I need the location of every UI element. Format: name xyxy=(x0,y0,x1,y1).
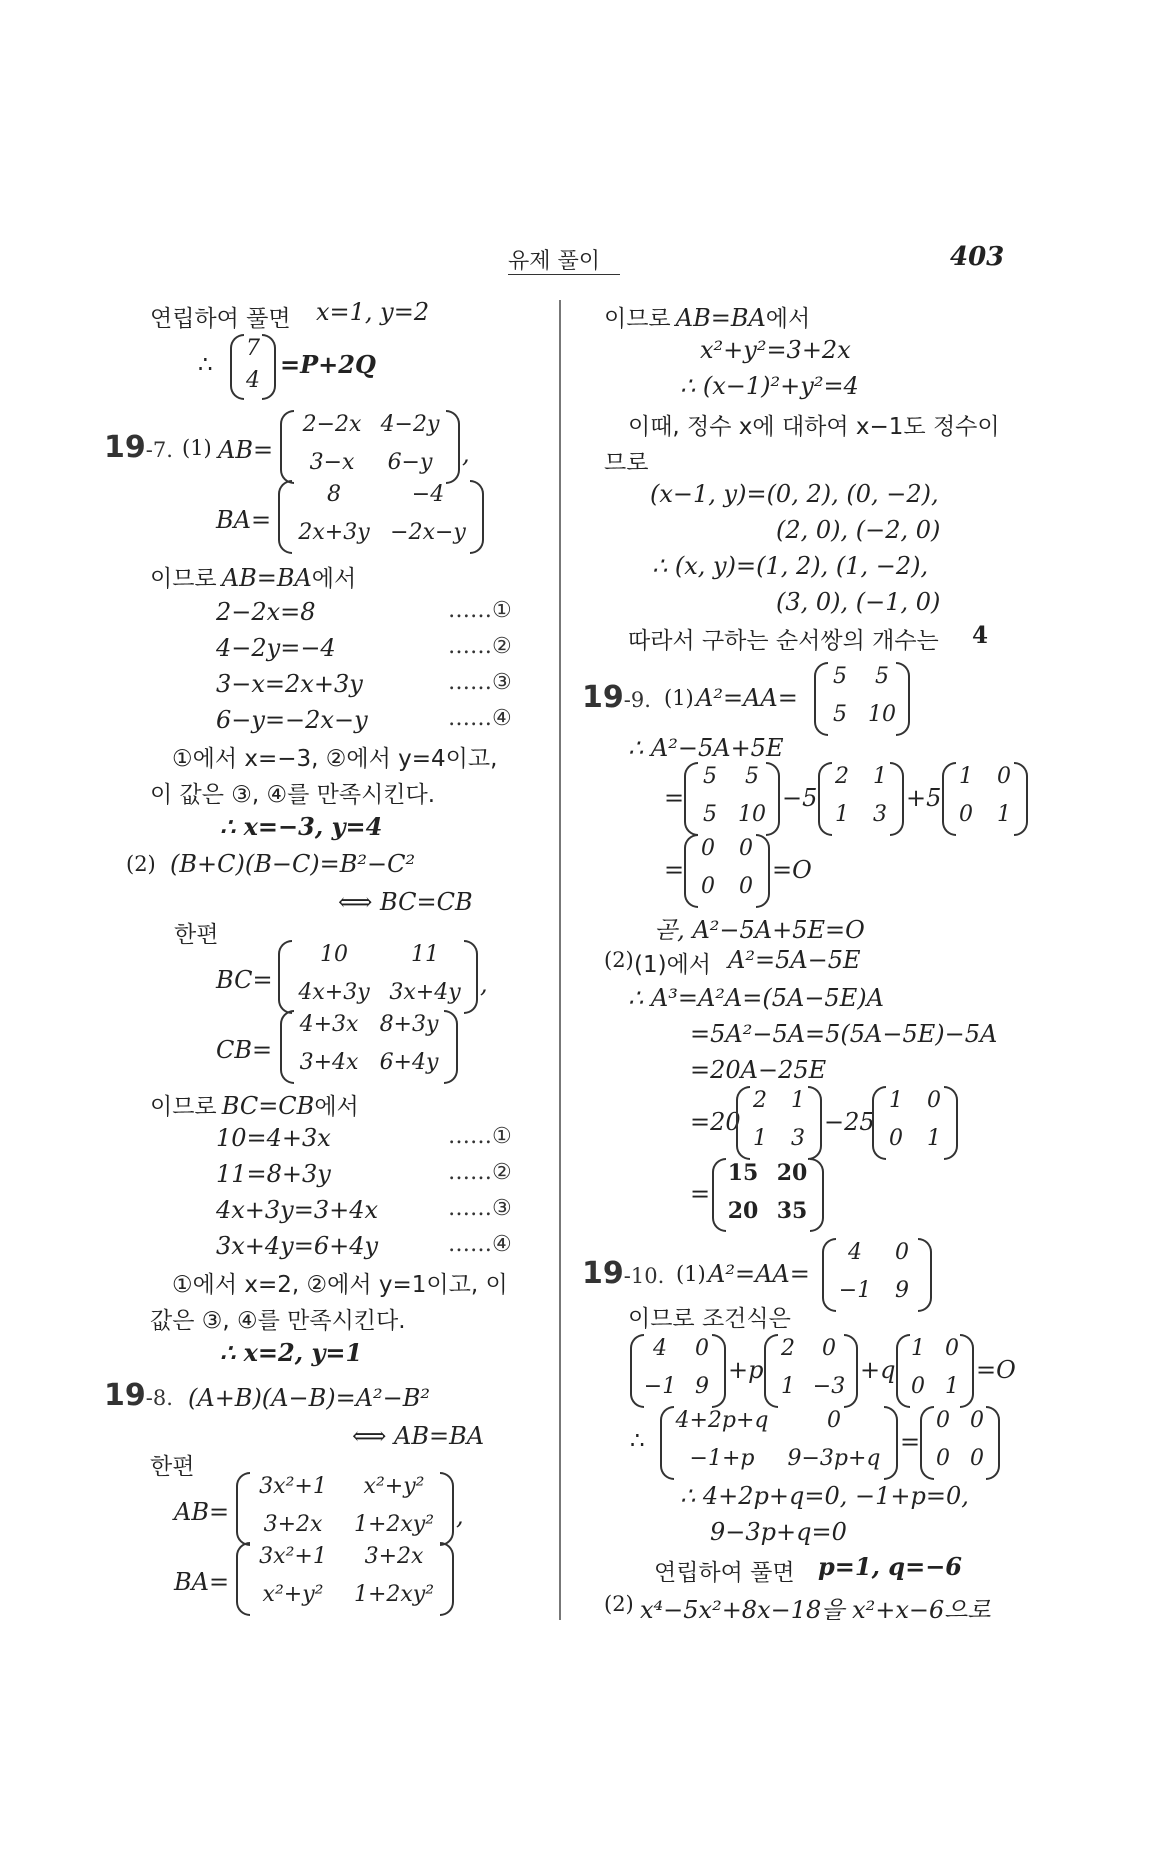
p9-matrix-a2: 5 5 5 10 xyxy=(814,662,910,736)
p10-system-2: 9−3p+q=0 xyxy=(710,1518,847,1546)
answer-1: ∴ x=−3, y=4 xyxy=(220,812,383,841)
eq2-4: 3x+4y=6+4y xyxy=(216,1232,379,1260)
eq2-2: 11=8+3y xyxy=(216,1160,331,1188)
marker2-3: ……③ xyxy=(448,1196,512,1221)
eq2-1: 10=4+3x xyxy=(216,1124,331,1152)
p9-a2-lhs: A²=AA= xyxy=(696,684,798,712)
p10-system-1: ∴ 4+2p+q=0, −1+p=0, xyxy=(680,1482,969,1510)
part-2-iff: ⟺ BC=CB xyxy=(338,888,473,916)
result-equation: =P+2Q xyxy=(280,350,376,379)
p9-a3-line-1: ∴ A³=A²A=(5A−5E)A xyxy=(628,984,884,1012)
p10-part-2-marker: (2) xyxy=(604,1592,634,1616)
matrix-cb: 4+3x 8+3y 3+4x 6+4y xyxy=(280,1010,458,1084)
p8-ab-lhs: AB= xyxy=(174,1498,230,1526)
bc-lhs: BC= xyxy=(216,966,273,994)
p9-part-1-marker: (1) xyxy=(664,686,694,710)
eq-1: 2−2x=8 xyxy=(216,598,316,626)
intro-ko: 연립하여 풀면 xyxy=(150,306,291,332)
p10-matrix-a2: 4 0 −1 9 xyxy=(822,1238,932,1312)
p9-matrix-zero: 0 0 0 0 xyxy=(684,834,770,908)
marker-2: ……② xyxy=(448,634,512,659)
problem-19-9-label: 19-9. xyxy=(582,680,651,715)
p9-matrix-e: 1 0 0 1 xyxy=(872,1086,958,1160)
r-since-line: 이므로 AB=BA에서 xyxy=(604,304,811,332)
p9-conclusion: 곧, A²−5A+5E=O xyxy=(654,916,865,944)
ba-lhs: BA= xyxy=(216,506,272,534)
p10-matrix-zero: 0 0 0 0 xyxy=(920,1406,1000,1480)
r-pairs-2b: (3, 0), (−1, 0) xyxy=(776,588,941,616)
marker-1: ……① xyxy=(448,598,512,623)
p9-matrix-a: 2 1 1 3 xyxy=(736,1086,822,1160)
therefore-symbol: ∴ xyxy=(198,352,213,378)
r-count-ko: 따라서 구하는 순서쌍의 개수는 xyxy=(628,628,939,654)
p9-matrix-m2: 2 1 1 3 xyxy=(818,762,904,836)
solution-line-2: 이 값은 ③, ④를 만족시킨다. xyxy=(150,782,436,808)
page-number: 403 xyxy=(950,242,1005,272)
p10-part-1-marker: (1) xyxy=(676,1262,706,1286)
cb-lhs: CB= xyxy=(216,1036,273,1064)
p10-matrix-big: 4+2p+q 0 −1+p 9−3p+q xyxy=(660,1406,898,1480)
p8-equation: (A+B)(A−B)=A²−B² xyxy=(188,1384,431,1412)
section-title-underline xyxy=(508,274,620,275)
p9-part-2-marker: (2) xyxy=(604,948,634,972)
matrix-ab: 2−2x 4−2y 3−x 6−y xyxy=(280,410,460,484)
p10-solve-answer: p=1, q=−6 xyxy=(818,1552,962,1581)
eq-3: 3−x=2x+3y xyxy=(216,670,363,698)
p10-a2-lhs: A²=AA= xyxy=(708,1260,810,1288)
column-divider xyxy=(559,300,561,1620)
r-pairs-2: ∴ (x, y)=(1, 2), (1, −2), xyxy=(652,552,929,580)
p10-condition: 이므로 조건식은 xyxy=(628,1306,791,1332)
problem-19-7-label: 19-7. xyxy=(104,430,173,465)
p9-part-2-eq: A²=5A−5E xyxy=(728,946,861,974)
eq-2: 4−2y=−4 xyxy=(216,634,336,662)
eq-4: 6−y=−2x−y xyxy=(216,706,368,734)
r-eq-1: x²+y²=3+2x xyxy=(700,336,851,364)
part-1-marker: (1) xyxy=(182,436,212,460)
p9-a3-line-3: =20A−25E xyxy=(690,1056,827,1084)
p8-matrix-ba: 3x²+1 3+2x x²+y² 1+2xy² xyxy=(236,1542,454,1616)
p10-matrix-c3: 1 0 0 1 xyxy=(896,1334,974,1408)
p9-expr: ∴ A²−5A+5E xyxy=(628,734,784,762)
p9-a3-line-2: =5A²−5A=5(5A−5E)−5A xyxy=(690,1020,998,1048)
since-line: 이므로 AB=BA에서 xyxy=(150,564,357,592)
marker-3: ……③ xyxy=(448,670,512,695)
solution-line-1: ①에서 x=−3, ②에서 y=4이고, xyxy=(172,746,498,772)
meanwhile-label: 한편 xyxy=(174,922,219,948)
solution2-line-2: 값은 ③, ④를 만족시킨다. xyxy=(150,1308,406,1334)
r-note-1: 이때, 정수 x에 대하여 x−1도 정수이 xyxy=(628,414,1000,440)
marker-4: ……④ xyxy=(448,706,512,731)
p10-matrix-c2: 2 0 1 −3 xyxy=(764,1334,858,1408)
answer-2: ∴ x=2, y=1 xyxy=(220,1338,363,1367)
p8-ba-lhs: BA= xyxy=(174,1568,230,1596)
p8-iff: ⟺ AB=BA xyxy=(352,1422,485,1450)
problem-19-10-label: 19-10. xyxy=(582,1256,665,1291)
eq2-3: 4x+3y=3+4x xyxy=(216,1196,379,1224)
part-2-marker: (2) xyxy=(126,852,156,876)
p8-matrix-ab: 3x²+1 x²+y² 3+2x 1+2xy² xyxy=(236,1472,454,1546)
r-count-value: 4 xyxy=(972,622,989,649)
p8-meanwhile: 한편 xyxy=(150,1454,195,1480)
section-title: 유제 풀이 xyxy=(508,249,601,274)
marker2-4: ……④ xyxy=(448,1232,512,1257)
intro-math: x=1, y=2 xyxy=(316,298,430,326)
ab-lhs: AB= xyxy=(218,436,274,464)
result-vector: 7 4 xyxy=(230,334,276,400)
p9-matrix-m3: 1 0 0 1 xyxy=(942,762,1028,836)
solution2-line-1: ①에서 x=2, ②에서 y=1이고, 이 xyxy=(172,1272,508,1298)
part-2-equation: (B+C)(B−C)=B²−C² xyxy=(170,850,416,878)
marker2-2: ……② xyxy=(448,1160,512,1185)
r-eq-2: ∴ (x−1)²+y²=4 xyxy=(680,372,859,400)
marker2-1: ……① xyxy=(448,1124,512,1149)
r-pairs-1: (x−1, y)=(0, 2), (0, −2), xyxy=(650,480,939,508)
p9-matrix-m1: 5 5 5 10 xyxy=(684,762,780,836)
matrix-ba: 8 −4 2x+3y −2x−y xyxy=(278,480,484,554)
since-line-2: 이므로 BC=CB에서 xyxy=(150,1092,359,1120)
p10-matrix-c1: 4 0 −1 9 xyxy=(630,1334,726,1408)
p10-part-2-text: x⁴−5x²+8x−18을 x²+x−6으로 xyxy=(640,1596,991,1624)
r-pairs-1b: (2, 0), (−2, 0) xyxy=(776,516,941,544)
p9-matrix-final: 15 20 20 35 xyxy=(712,1158,824,1232)
p9-part-2-from: (1)에서 xyxy=(634,952,712,978)
r-note-2: 므로 xyxy=(604,450,649,476)
matrix-bc: 10 11 4x+3y 3x+4y xyxy=(278,940,478,1014)
problem-19-8-label: 19-8. xyxy=(104,1378,173,1413)
p10-solve-ko: 연립하여 풀면 xyxy=(654,1560,795,1586)
